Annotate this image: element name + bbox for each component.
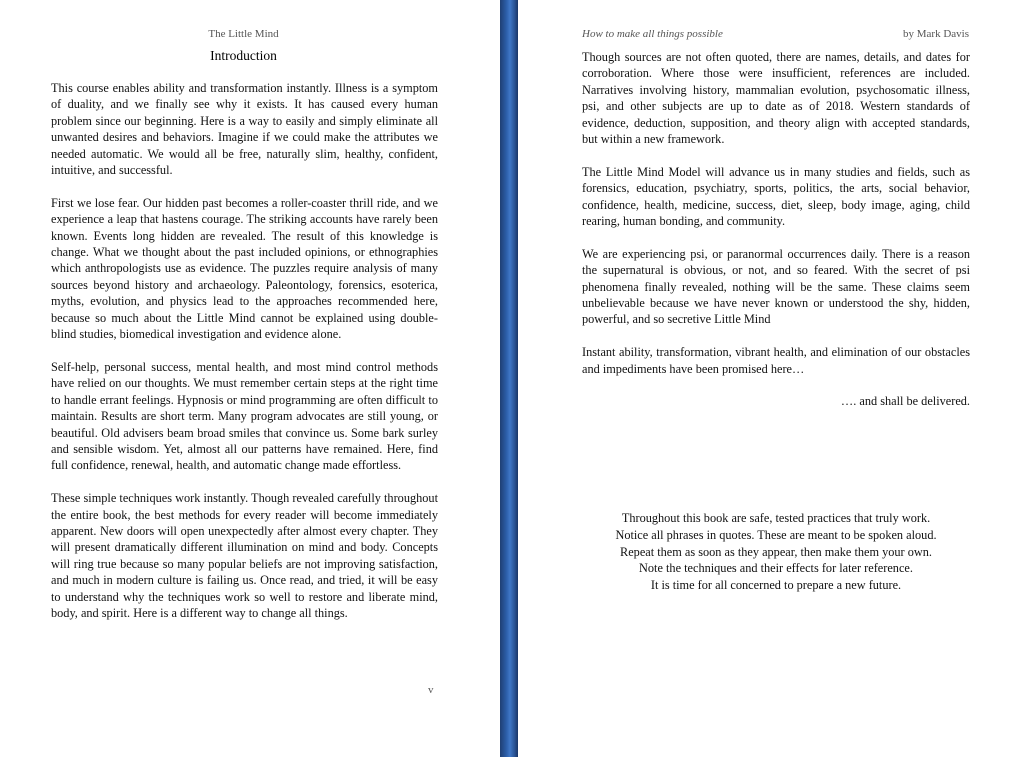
paragraph: Self-help, personal success, mental health, and most mind control methods have relied on our thoughts. We must remember certain steps at the right time to handle errant feelings. Hypnosis or mind programming are often difficult to maintain. Results are short term. Many program advocates are still young, or beautiful. Old advisers beam broad smiles that convince us. Some bark surley and sensible wisdom. Yet, almost all our patterns have remained. Here, find full confidence, renewal, health, and automatic change made effortless. <box>51 359 438 473</box>
paragraph: First we lose fear. Our hidden past becomes a roller-coaster thrill ride, and we experience a leap that hastens courage. The striking accounts have rarely been known. Events long hidden are revealed. The result of this knowledge is change. What we thought about the past included opinions, or ethnographies which anthropologists use as evidence. The puzzles require analysis of many sources beyond history and archaeology. Paleontology, forensics, esoterica, myths, evolution, and physics lead to the approaches recommended here, because so much about the Little Mind cannot be explained using double-blind studies, biomedical investigation and evidence alone. <box>51 195 438 342</box>
page-number: v <box>428 684 434 696</box>
running-header-title: How to make all things possible <box>582 28 723 40</box>
page-gutter-divider <box>500 0 518 757</box>
notice-line: It is time for all concerned to prepare a new future. <box>650 578 902 593</box>
left-page-body <box>51 80 438 638</box>
closing-line: …. and shall be delivered. <box>840 394 970 409</box>
left-page <box>0 0 500 757</box>
paragraph: This course enables ability and transformation instantly. Illness is a symptom of duality, and we finally see why it exists. It has caused every human problem since our beginning. Here is a way to easily and simply eliminate all unwanted desires and behaviors. Imagine if we could make the attributes we needed automatic. We would all be free, naturally slim, healthy, confident, intuitive, and successful. <box>51 81 438 178</box>
notice-line: Notice all phrases in quotes. These are meant to be spoken aloud. <box>615 527 937 542</box>
practice-notice <box>582 510 970 594</box>
chapter-title: Introduction <box>210 48 277 63</box>
right-page <box>518 0 1024 757</box>
paragraph: These simple techniques work instantly. Though revealed carefully throughout the entire book, the best methods for every reader will become immediately apparent. New doors will open unexpectedly after almost every chapter. They will present dramatically different illumination on mind and body. Concepts will ring true because so many popular beliefs are not improving satisfaction, and much in modern culture is failing us. Once read, and tried, it will be easy to understand why the techniques work so well to restore and liberate mind, body, and spirit. Here is a different way to change all things. <box>51 491 438 620</box>
paragraph: We are experiencing psi, or paranormal occurrences daily. There is a reason the supernatural is obvious, or not, and so feared. With the secret of psi phenomena finally revealed, nothing will be the same. These claims seem unbelievable because we have never known or understood the shy, hidden, powerful, and so secretive Little Mind <box>582 246 970 327</box>
book-header-title: The Little Mind <box>208 28 279 40</box>
running-header-author: by Mark Davis <box>903 28 969 40</box>
notice-line: Repeat them as soon as they appear, then make them your own. <box>620 544 932 559</box>
notice-line: Note the techniques and their effects for later reference. <box>639 561 913 576</box>
notice-line: Throughout this book are safe, tested practices that truly work. <box>621 511 931 525</box>
right-page-body <box>582 49 970 410</box>
paragraph: The Little Mind Model will advance us in many studies and fields, such as forensics, education, psychiatry, sports, politics, the arts, social behavior, confidence, health, medicine, success, diet, sleep, body image, aging, child rearing, human bonding, and community. <box>582 164 970 229</box>
paragraph: Instant ability, transformation, vibrant health, and elimination of our obstacles and impediments have been promised here… <box>582 345 970 376</box>
paragraph: Though sources are not often quoted, there are names, details, and dates for corroboration. Where those were insufficient, references are included. Narratives involving history, mammalian evolution, psychosomatic illness, psi, and other subjects are up to date as of 2018. Western standards of evidence, deduction, supposition, and theory align with accepted standards, but within a new framework. <box>582 50 970 147</box>
